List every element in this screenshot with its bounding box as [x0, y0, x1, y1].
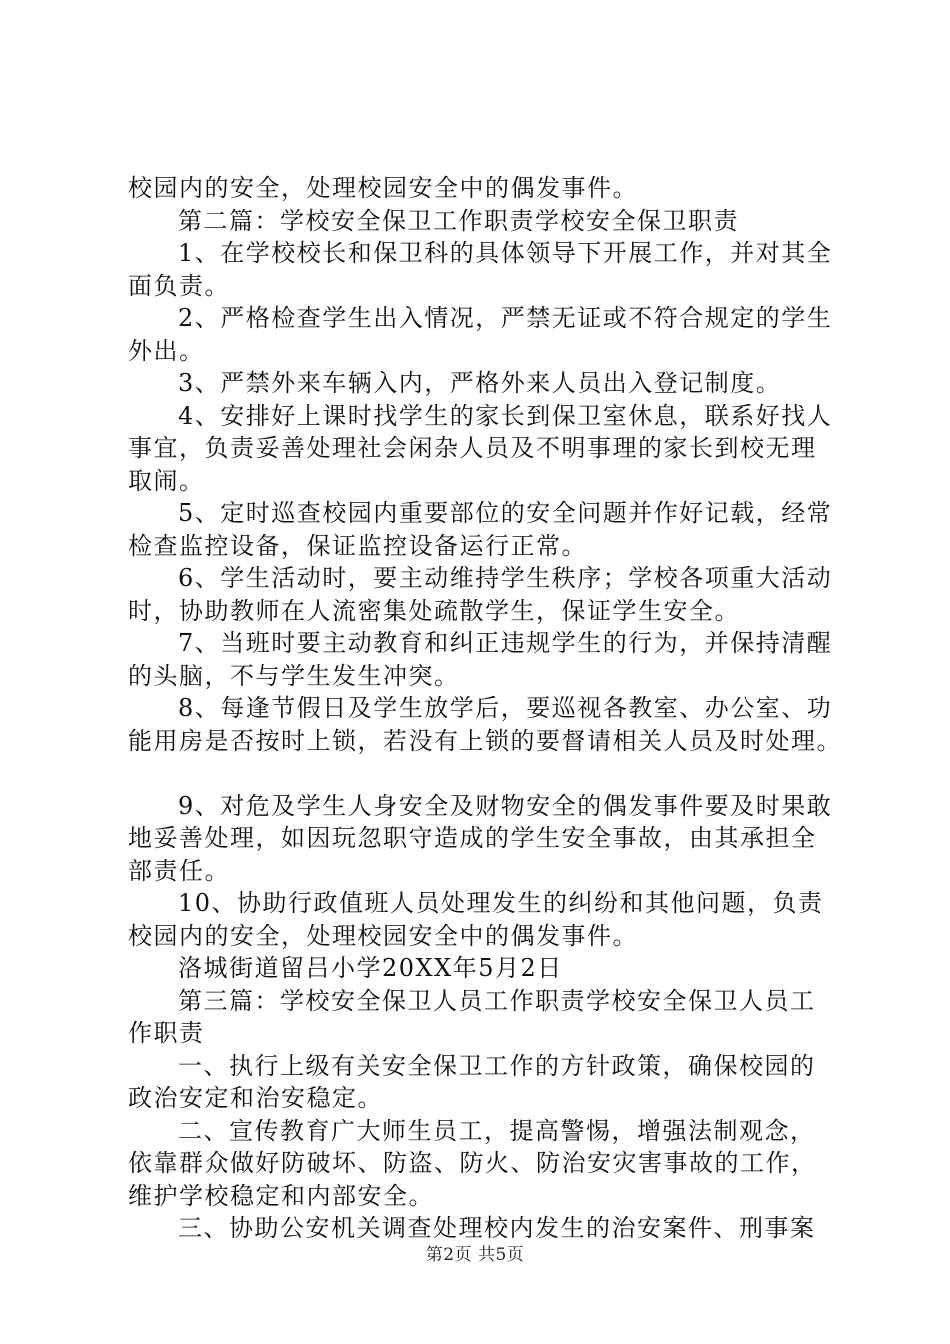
text-line: 外出。 [128, 336, 205, 365]
text-line: 地妥善处理，如因玩忽职守造成的学生安全事故，由其承担全 [128, 824, 817, 852]
text-line: 9、对危及学生人身安全及财物安全的偶发事件要及时果敢 [178, 791, 833, 820]
text-line: 能用房是否按时上锁，若没有上锁的要督请相关人员及时处理。 [128, 726, 842, 755]
text-line: 面负责。 [128, 271, 230, 300]
text-line: 一、执行上级有关安全保卫工作的方针政策，确保校园的 [178, 1051, 816, 1080]
text-line: 6、学生活动时，要主动维持学生秩序；学校各项重大活动 [178, 564, 833, 592]
text-line: 政治安定和治安稳定。 [128, 1084, 383, 1112]
text-line: 三、协助公安机关调查处理校内发生的治安案件、刑事案 [178, 1214, 816, 1242]
page-number-footer: 第2页 共5页 [425, 1245, 525, 1265]
text-line: 事宜，负责妥善处理社会闲杂人员及不明事理的家长到校无理 [128, 434, 817, 462]
signature-line: 洛城街道留吕小学20XX年5月2日 [178, 954, 563, 982]
blank-line [128, 757, 834, 790]
text-line: 部责任。 [128, 856, 230, 885]
section-heading: 作职责 [128, 1019, 205, 1047]
text-line: 二、宣传教育广大师生员工，提高警惕，增强法制观念， [178, 1116, 816, 1145]
section-heading: 第三篇：学校安全保卫人员工作职责学校安全保卫人员工 [178, 986, 816, 1015]
text-line: 时，协助教师在人流密集处疏散学生，保证学生安全。 [128, 596, 740, 625]
text-line: 校园内的安全，处理校园安全中的偶发事件。 [128, 921, 638, 950]
text-line: 4、安排好上课时找学生的家长到保卫室休息，联系好找人 [178, 401, 833, 430]
section-heading: 第二篇：学校安全保卫工作职责学校安全保卫职责 [178, 206, 739, 235]
text-line: 3、严禁外来车辆入内，严格外来人员出入登记制度。 [178, 369, 782, 397]
text-line: 7、当班时要主动教育和纠正违规学生的行为，并保持清醒 [178, 629, 833, 657]
text-line: 的头脑，不与学生发生冲突。 [128, 661, 460, 690]
text-line: 检查监控设备，保证监控设备运行正常。 [128, 531, 587, 560]
text-line: 校园内的安全，处理校园安全中的偶发事件。 [128, 174, 638, 202]
text-line: 取闹。 [128, 466, 205, 495]
text-line: 依靠群众做好防破坏、防盗、防火、防治安灾害事故的工作， [128, 1149, 817, 1177]
text-line: 维护学校稳定和内部安全。 [128, 1181, 434, 1210]
text-line: 5、定时巡查校园内重要部位的安全问题并作好记载，经常 [178, 499, 833, 527]
text-line: 1、在学校校长和保卫科的具体领导下开展工作，并对其全 [178, 239, 833, 267]
text-line: 8、每逢节假日及学生放学后，要巡视各教室、办公室、功 [178, 694, 833, 722]
document-body [128, 172, 842, 1245]
text-line: 2、严格检查学生出入情况，严禁无证或不符合规定的学生 [178, 304, 833, 332]
text-line: 10、协助行政值班人员处理发生的纠纷和其他问题，负责 [178, 889, 824, 917]
